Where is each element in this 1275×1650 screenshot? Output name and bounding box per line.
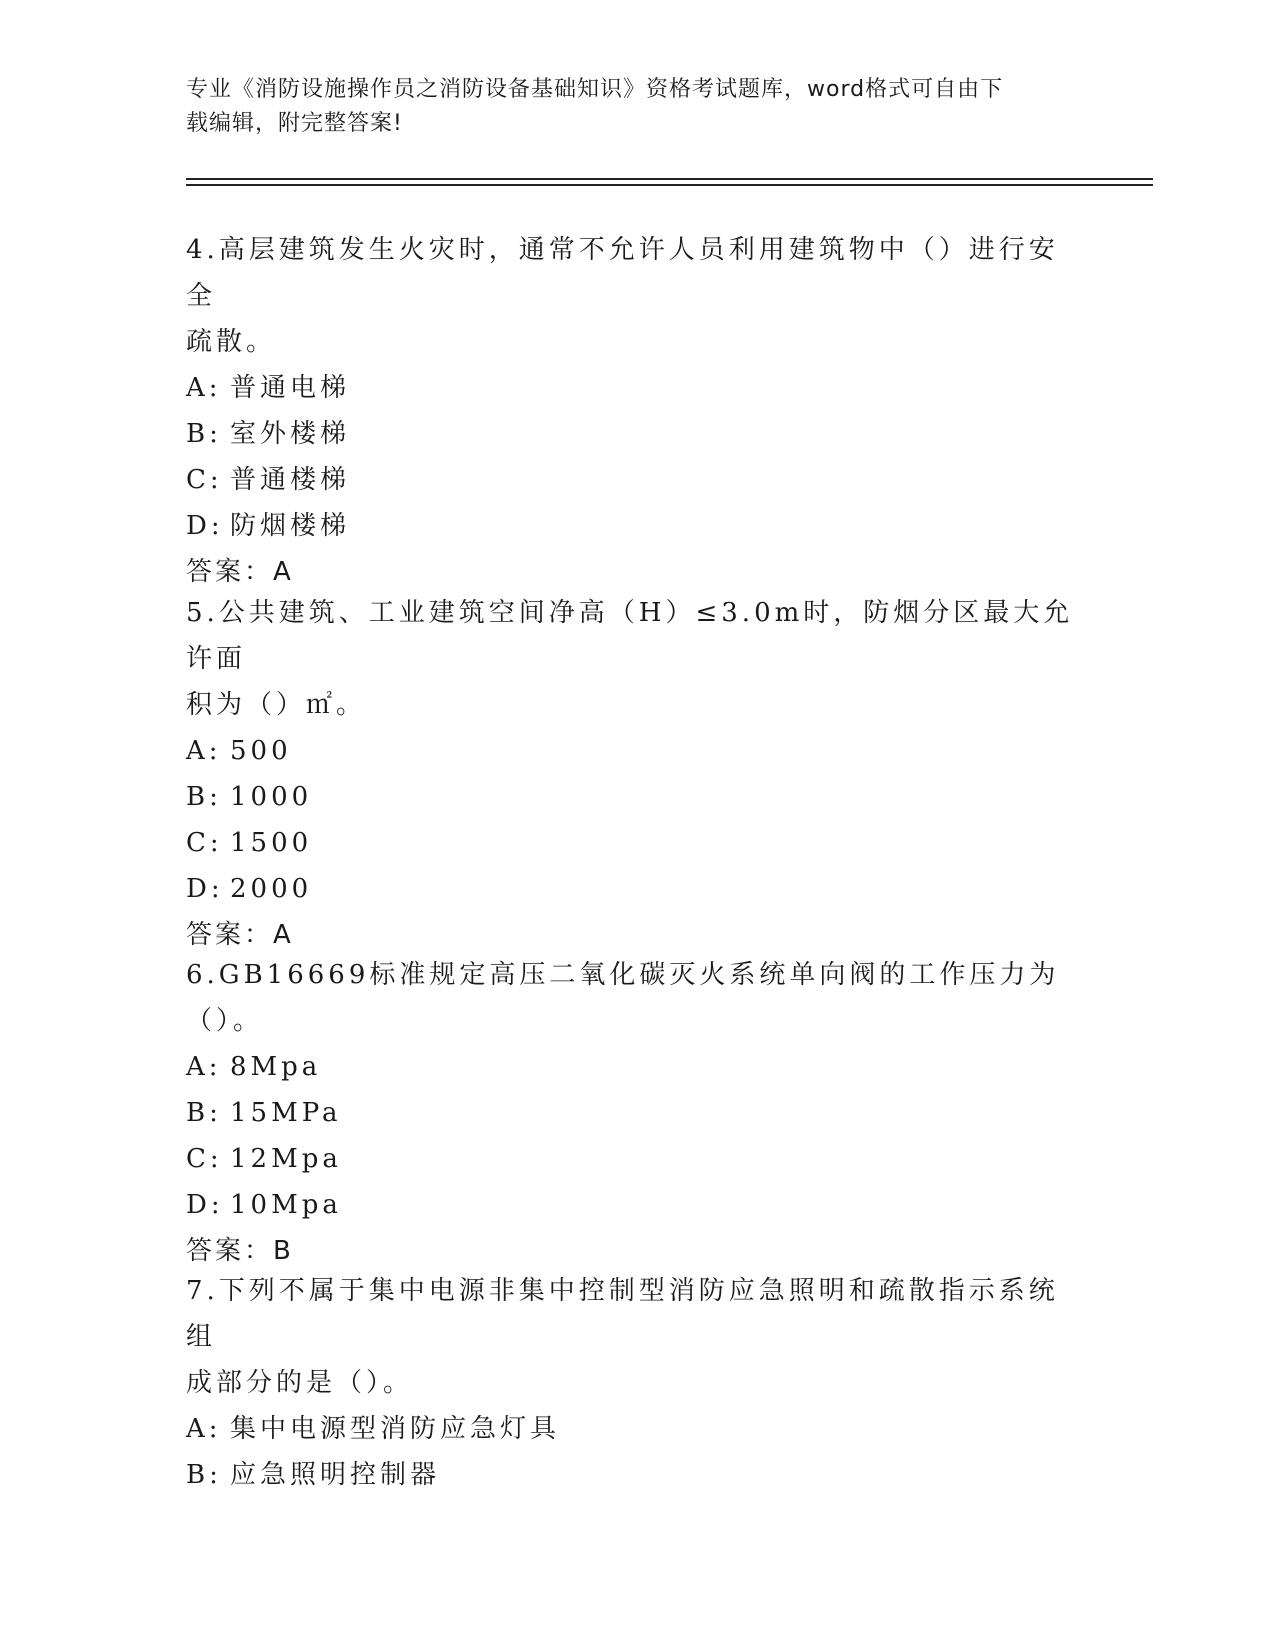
option-b: B: 15MPa [186,1098,342,1128]
option-c: C: 普通楼梯 [186,465,351,495]
question-7 [186,1268,1086,1498]
option-d: D: 防烟楼梯 [186,511,351,541]
document-header [186,73,1086,141]
option-a: A: 普通电梯 [186,373,351,403]
option-c: C: 12Mpa [186,1144,342,1174]
option-a: A: 集中电源型消防应急灯具 [186,1414,561,1444]
header-divider-top [186,178,1153,180]
question-stem: 7.下列不属于集中电源非集中控制型消防应急照明和疏散指示系统组 成部分的是（）。 [186,1276,1059,1398]
question-6 [186,952,1086,1274]
question-4 [186,227,1086,595]
question-stem: 6.GB16669标准规定高压二氧化碳灭火系统单向阀的工作压力为（）。 [186,960,1060,1036]
option-b: B: 应急照明控制器 [186,1460,441,1490]
header-line-1: 专业《消防设施操作员之消防设备基础知识》资格考试题库，word格式可自由下 [186,77,1004,102]
header-line-2: 载编辑，附完整答案! [186,111,403,136]
option-b: B: 1000 [186,782,313,812]
option-b: B: 室外楼梯 [186,419,351,449]
option-a: A: 8Mpa [186,1052,322,1082]
option-d: D: 2000 [186,874,313,904]
question-stem: 4.高层建筑发生火灾时，通常不允许人员利用建筑物中（）进行安全 疏散。 [186,235,1059,357]
option-d: D: 10Mpa [186,1190,342,1220]
answer: 答案：B [186,1236,294,1266]
option-c: C: 1500 [186,828,313,858]
answer: 答案：A [186,557,294,587]
answer: 答案：A [186,920,294,950]
header-divider-bottom [186,184,1153,186]
question-stem: 5.公共建筑、工业建筑空间净高（H）≤3.0m时，防烟分区最大允许面 积为（）㎡。 [186,598,1074,720]
question-5 [186,590,1086,958]
option-a: A: 500 [186,736,292,766]
